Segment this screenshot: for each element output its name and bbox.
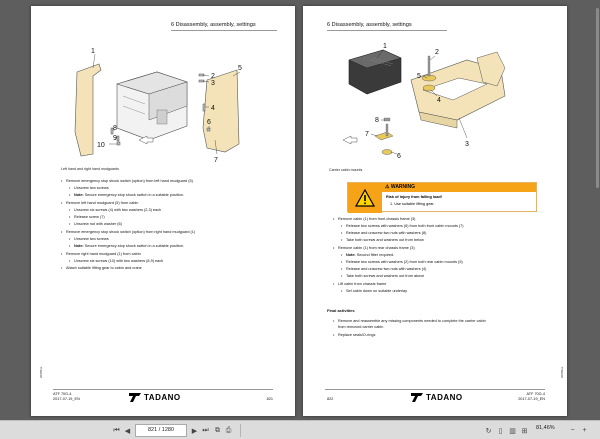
- list-item: • Remove cabin (1) from rear chassis frame (3): [333, 246, 415, 250]
- callout-5: 5: [238, 65, 242, 72]
- page-number: 821: [266, 397, 273, 402]
- list-item: • Take both screws and washers out from below: [341, 238, 424, 242]
- warning-risk: Risk of injury from falling load!: [386, 195, 442, 199]
- zoom-in-icon: +: [582, 427, 587, 434]
- callout-4: 4: [211, 105, 215, 112]
- footer-rule: [53, 389, 273, 390]
- callout-3: 3: [465, 141, 469, 148]
- page-header: 6 Disassembly, assembly, settings: [171, 22, 277, 31]
- list-item: • Remove emergency stop shock switch (option) from left hand mudguard (5): [61, 179, 193, 183]
- list-item: • Replace seals/O-rings: [333, 333, 376, 337]
- final-activities-title: Final activities: [327, 308, 355, 313]
- list-item: • Note: Secure emergency stop shock switch in a suitable position.: [69, 244, 184, 248]
- list-item: • Release and unscrew two nuts with washers (8): [341, 231, 427, 235]
- first-page-icon: ⏮: [113, 426, 120, 434]
- mudguard-figure: [57, 44, 257, 164]
- list-item: • Note: Second fitter required.: [341, 253, 395, 257]
- previous-page-icon: ◀: [124, 427, 131, 435]
- list-item: • Release two screws with washers (2) from both rear cabin mounts (5): [341, 260, 463, 264]
- first-page-button[interactable]: [112, 425, 121, 436]
- list-item: • Remove emergency stop shock switch (option) from right hand mudguard (1): [61, 230, 196, 234]
- page-input[interactable]: 821 / 1280: [135, 424, 187, 437]
- warning-triangle-icon: [348, 183, 382, 213]
- list-item-continuation: from removed carrier cabin: [338, 325, 384, 329]
- figure-caption: Left hand and right hand mudguards: [61, 167, 119, 171]
- callout-10: 10: [97, 142, 105, 149]
- warning-title: ⚠ WARNING: [382, 183, 536, 192]
- callout-3: 3: [211, 80, 215, 87]
- rotate-button[interactable]: [484, 425, 493, 436]
- tadano-logo: TADANO: [129, 393, 181, 402]
- warning-item: 1. Use suitable lifting gear.: [390, 202, 435, 206]
- two-page-icon: ▥: [509, 427, 516, 435]
- callout-2: 2: [435, 49, 439, 56]
- warning-sign-icon: ⚠: [385, 184, 391, 190]
- list-item: • Take both screws and washers out from above: [341, 274, 425, 278]
- callout-9: 9: [113, 135, 117, 142]
- print-icon: ⎙: [225, 426, 232, 434]
- zoom-out-button[interactable]: [568, 425, 577, 436]
- callout-7: 7: [365, 131, 369, 138]
- last-page-icon: ⏭: [202, 426, 209, 434]
- single-page-icon: ▯: [498, 427, 503, 435]
- zoom-in-button[interactable]: [580, 425, 589, 436]
- list-item: • Remove cabin (1) from front chassis frame (3): [333, 217, 416, 221]
- list-item: • Release screw (7): [69, 215, 105, 219]
- next-page-icon: ▶: [191, 427, 198, 435]
- list-item: • Set cabin down on suitable underlay: [341, 289, 408, 293]
- callout-1: 1: [383, 43, 387, 50]
- copy-icon: ⧉: [215, 426, 220, 434]
- tadano-mark-icon: [129, 393, 141, 402]
- zoom-level[interactable]: 81,46%: [536, 425, 555, 431]
- copy-button[interactable]: [213, 425, 222, 436]
- rotate-icon: ↻: [485, 427, 492, 435]
- callout-8: 8: [375, 117, 379, 124]
- page-header: 6 Disassembly, assembly, settings: [327, 22, 447, 31]
- callout-8: 8: [113, 125, 117, 132]
- toolbar-divider: [240, 424, 241, 437]
- callout-4: 4: [437, 97, 441, 104]
- list-item: • Release two screws with washers (6) from both front cabin mounts (7): [341, 224, 464, 228]
- list-item: • Unscrew two screws: [69, 186, 109, 190]
- fit-width-button[interactable]: [520, 425, 529, 436]
- tadano-mark-icon: [411, 393, 423, 402]
- tadano-logo: TADANO: [411, 393, 463, 402]
- callout-1: 1: [91, 48, 95, 55]
- page-822: [303, 6, 567, 416]
- print-button[interactable]: [224, 425, 233, 436]
- list-item: • Attach suitable lifting gear to cabin and crane: [61, 266, 142, 270]
- last-page-button[interactable]: [201, 425, 210, 436]
- page-821: [31, 6, 295, 416]
- list-item: • Remove right hand mudguard (1) from cabin: [61, 252, 141, 256]
- fit-width-icon: ⊞: [521, 427, 528, 435]
- list-item: • Unscrew two screws: [69, 237, 109, 241]
- list-item: • Note: Secure emergency stop shock switch in a suitable position.: [69, 193, 184, 197]
- side-code: 20650xx: [560, 366, 564, 378]
- list-item: • Release and unscrew two nuts with washers (4): [341, 267, 427, 271]
- footer-model: ATF 70G-4 2017-07-19_EN: [53, 392, 80, 402]
- list-item: • Lift cabin from chassis frame: [333, 282, 387, 286]
- footer-model: ATF 70G-4 2017-07-19_EN: [518, 392, 545, 402]
- callout-5: 5: [417, 73, 421, 80]
- side-code: 20650xx: [39, 366, 43, 378]
- single-page-button[interactable]: [496, 425, 505, 436]
- list-item: • Unscrew nut with washer (6): [69, 222, 122, 226]
- callout-2: 2: [211, 73, 215, 80]
- previous-page-button[interactable]: [123, 425, 132, 436]
- vertical-scrollbar[interactable]: [596, 8, 599, 188]
- list-item: • Remove left hand mudguard (5) from cabin: [61, 201, 139, 205]
- zoom-out-icon: −: [570, 427, 575, 434]
- figure-caption: Carrier cabin mounts: [329, 168, 363, 172]
- cabin-mounts-figure: [327, 38, 527, 160]
- two-page-button[interactable]: [508, 425, 517, 436]
- callout-6: 6: [207, 119, 211, 126]
- list-item: • Unscrew six screws (4) with two washers (2,3) each: [69, 208, 162, 212]
- viewer-toolbar: [0, 420, 600, 439]
- list-item: • Unscrew six screws (10) with two washers (8,9) each: [69, 259, 164, 263]
- callout-6: 6: [397, 153, 401, 160]
- next-page-button[interactable]: [190, 425, 199, 436]
- page-number: 822: [327, 397, 334, 402]
- list-item: • Remove and reassemble any missing components needed to complete the carrier cabin: [333, 319, 486, 323]
- footer-rule: [325, 389, 545, 390]
- callout-7: 7: [214, 157, 218, 164]
- warning-box: [347, 182, 537, 212]
